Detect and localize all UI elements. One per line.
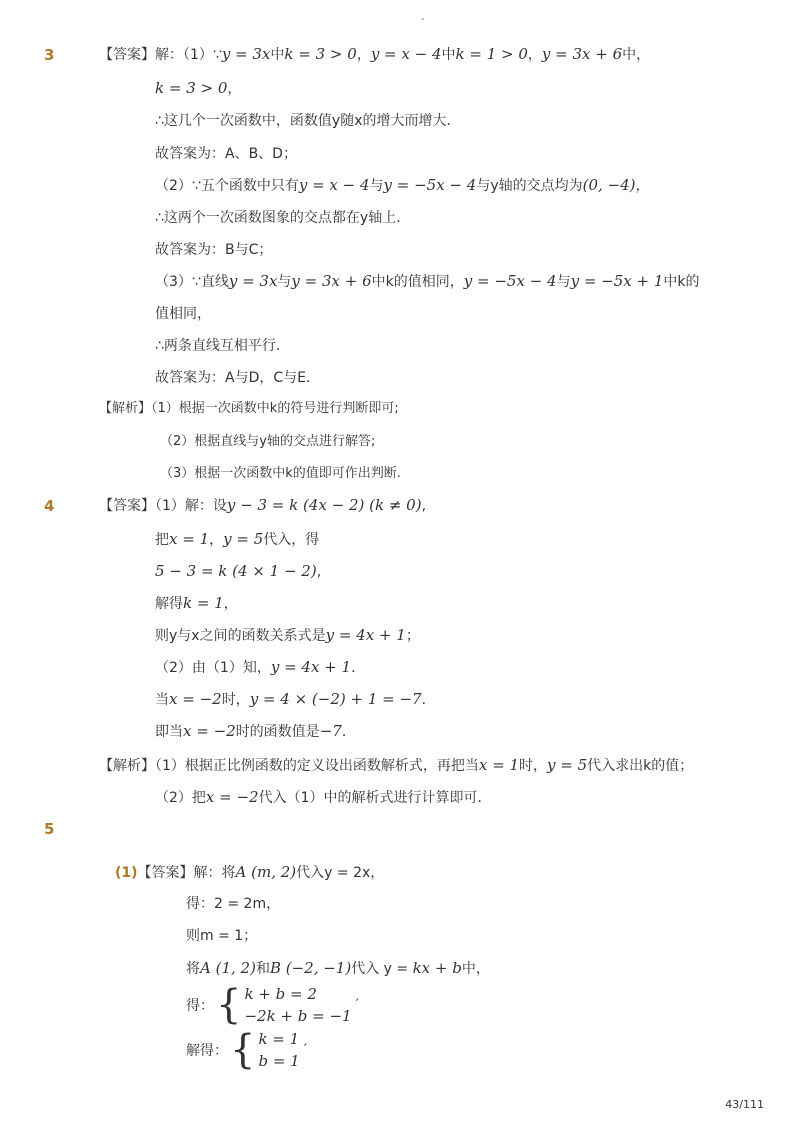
math: 5 − 3 = k (4 × 1 − 2) — [155, 562, 317, 580]
q4-answer-line-4 — [155, 592, 238, 615]
text: ， — [527, 47, 542, 63]
math: k = 3 > 0 — [155, 79, 228, 97]
math: y = −5x − 4 — [383, 176, 477, 194]
text: 与y轴的交点均为 — [476, 178, 583, 194]
q5-answer-line-3: 则m = 1； — [186, 928, 258, 944]
math: x = 1 — [478, 756, 520, 774]
math: B (−2, −1) — [269, 959, 352, 977]
math: y = −5x + 1 — [570, 272, 664, 290]
q3-analysis-line-2: （2）根据直线与y轴的交点进行解答; — [160, 434, 376, 449]
text: 代入y = 2x， — [296, 865, 385, 881]
text: 解：将 — [193, 865, 236, 881]
text: 将 — [186, 961, 200, 977]
math: k = 1 > 0 — [455, 45, 528, 63]
equation: k = 1 — [258, 1030, 300, 1048]
math: y = 5 — [223, 530, 264, 548]
text: ， — [209, 532, 224, 548]
text: 代入求出k的值； — [587, 758, 694, 774]
q5-equation-system-2 — [186, 1028, 307, 1072]
text: 与 — [277, 274, 292, 290]
text: ′ — [303, 1042, 307, 1058]
answer-tag: 【答案】 — [99, 47, 155, 63]
q3-answer-line-3: ∴这几个一次函数中，函数值y随x的增大而增大． — [155, 113, 461, 129]
text: 当 — [155, 692, 169, 708]
q3-answer-line-11: 故答案为：A与D，C与E． — [155, 370, 320, 386]
text: 把 — [155, 532, 169, 548]
answer-tag: 【答案】 — [99, 498, 155, 514]
q4-answer-line-2 — [155, 528, 319, 551]
text: 中， — [461, 961, 490, 977]
text: 得： — [186, 998, 214, 1014]
equation: b = 1 — [258, 1052, 300, 1070]
math: x = 1 — [169, 530, 210, 548]
q3-answer-line-9: 值相同， — [155, 306, 211, 322]
text: （3）∵直线 — [155, 274, 229, 290]
equation-stack — [244, 983, 351, 1027]
math: x = −2 — [205, 788, 259, 806]
math: y = x − 4 — [298, 176, 370, 194]
text: 解得： — [186, 1043, 228, 1059]
math: y = 3x + 6 — [541, 45, 623, 63]
q3-answer-line-10: ∴两条直线互相平行． — [155, 338, 290, 354]
text: , — [316, 564, 322, 580]
q3-answer-line-4: 故答案为：A、B、D； — [155, 146, 297, 162]
text: 中 — [270, 47, 285, 63]
text: （2）由（1）知， — [155, 660, 271, 676]
text: 解得 — [155, 596, 183, 612]
text: , — [421, 498, 427, 514]
math: k = 3 > 0 — [284, 45, 357, 63]
math: y = 4x + 1 — [270, 658, 352, 676]
q4-analysis-line-1 — [99, 754, 693, 777]
equation-stack — [258, 1028, 299, 1072]
q4-answer-line-6 — [155, 656, 365, 679]
q5-equation-system-1 — [186, 983, 359, 1027]
text: 与 — [369, 178, 384, 194]
text: 和 — [255, 961, 270, 977]
text: ， — [227, 81, 242, 97]
q3-answer-line-7: 故答案为：B与C； — [155, 242, 273, 258]
text: 中k的值相同， — [371, 274, 464, 290]
math: y = 3x + 6 — [291, 272, 372, 290]
text: 中， — [622, 47, 651, 63]
question-number-3: 3 — [44, 46, 55, 64]
math: y = x − 4 — [370, 45, 442, 63]
text: ， — [635, 178, 650, 194]
text: ， — [356, 47, 371, 63]
text: （1）根据正比例函数的定义设出函数解析式，再把当 — [155, 758, 479, 774]
math: x = −2 — [183, 722, 236, 740]
q3-answer-line-6: ∴这两个一次函数图象的交点都在y轴上． — [155, 210, 411, 226]
text: 则y与x之间的函数关系式是 — [155, 628, 326, 644]
sub-question-number: (1) — [115, 865, 138, 881]
text: . — [421, 692, 427, 708]
text: （2）∵五个函数中只有 — [155, 178, 299, 194]
q4-answer-line-3 — [155, 560, 321, 583]
equation: −2k + b = −1 — [244, 1007, 352, 1025]
text: ； — [405, 628, 420, 644]
math: x = −2 — [169, 690, 222, 708]
analysis-tag: 【解析】 — [99, 758, 155, 774]
q5-answer-line-2: 得：2 = 2m， — [186, 896, 281, 912]
analysis-tag: 【解析】 — [99, 401, 152, 416]
q3-answer-line-1 — [99, 43, 650, 66]
math: −7 — [319, 722, 342, 740]
math: y = 3x — [221, 45, 271, 63]
q3-answer-line-2 — [155, 77, 241, 100]
text: 即当 — [155, 724, 183, 740]
math: k = 1 — [183, 594, 224, 612]
math: y = 4 × (−2) + 1 = −7 — [249, 690, 422, 708]
text: ． — [341, 724, 356, 740]
text: 时的函数值是 — [235, 724, 320, 740]
text: 代入 y = — [351, 961, 413, 977]
text: ． — [351, 660, 366, 676]
text: 代入（1）中的解析式进行计算即可． — [258, 790, 492, 806]
question-number-4: 4 — [44, 497, 55, 515]
text: （1）解：设 — [155, 498, 227, 514]
q3-analysis-line-1 — [99, 398, 399, 420]
q4-answer-line-7 — [155, 688, 426, 711]
math: y − 3 = k (4x − 2) (k ≠ 0) — [226, 496, 422, 514]
q4-answer-line-5 — [155, 624, 420, 647]
q5-answer-line-1 — [115, 861, 384, 884]
q3-analysis-line-3: （3）根据一次函数中k的值即可作出判断. — [160, 466, 401, 481]
text: （2）把 — [155, 790, 206, 806]
equation: k + b = 2 — [244, 985, 317, 1003]
text: 中k的 — [663, 274, 700, 290]
page-top-mark: - — [421, 14, 425, 25]
text: 与 — [556, 274, 571, 290]
left-brace: { — [230, 1027, 256, 1073]
text: ′ — [355, 997, 359, 1013]
q5-answer-line-4 — [186, 957, 490, 980]
math: y = 5 — [547, 756, 588, 774]
q4-answer-line-8 — [155, 720, 356, 743]
text: （1）根据一次函数中k的符号进行判断即可; — [151, 401, 399, 416]
left-brace: { — [216, 982, 242, 1028]
page-number: 43/111 — [725, 1098, 764, 1111]
text: 中 — [441, 47, 456, 63]
math: y = 4x + 1 — [325, 626, 406, 644]
text: 解：（1）∵ — [155, 47, 222, 63]
text: ， — [223, 596, 238, 612]
text: 时， — [519, 758, 548, 774]
math: A (1, 2) — [200, 959, 256, 977]
math: (0, −4) — [582, 176, 636, 194]
math: A (m, 2) — [235, 863, 297, 881]
q3-answer-line-8 — [155, 270, 700, 293]
text: 代入，得 — [263, 532, 320, 548]
question-number-5: 5 — [44, 820, 55, 838]
answer-tag: 【答案】 — [137, 865, 194, 881]
math: kx + b — [412, 959, 462, 977]
q3-answer-line-5 — [155, 174, 650, 197]
q4-answer-line-1 — [99, 494, 426, 517]
math: y = 3x — [228, 272, 278, 290]
text: 时， — [221, 692, 250, 708]
math: y = −5x − 4 — [463, 272, 557, 290]
q4-analysis-line-2 — [155, 786, 492, 809]
